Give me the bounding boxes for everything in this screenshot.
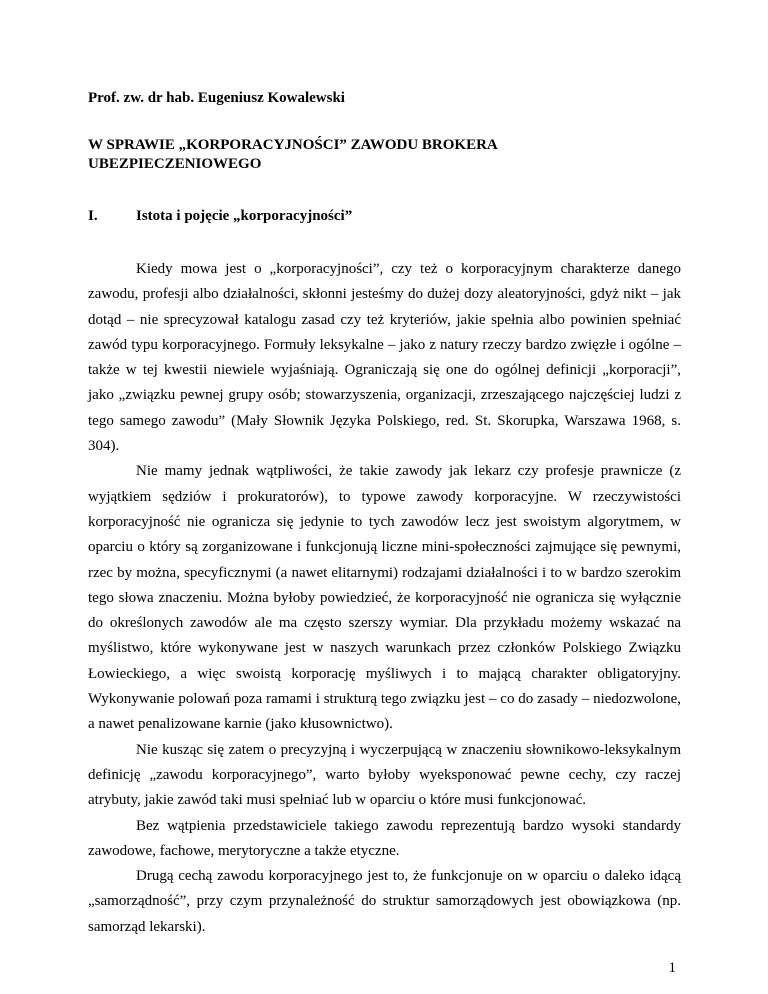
- title-line-1: W SPRAWIE „KORPORACYJNOŚCI” ZAWODU BROKERA: [88, 137, 498, 153]
- section-number: I.: [88, 208, 98, 224]
- title-line-2: UBEZPIECZENIOWEGO: [88, 156, 262, 172]
- body-text: [88, 257, 681, 940]
- paragraph: Nie kusząc się zatem o precyzyjną i wyczerpującą w znaczeniu słownikowo-leksykalnym definicję „zawodu korporacyjnego”, warto byłoby wyeksponować pewne cechy, czy raczej atrybuty, jakie zawód taki musi spełniać lub w oparciu o które musi funkcjonować.: [88, 741, 681, 809]
- section-heading: [88, 206, 688, 226]
- paragraph: Drugą cechą zawodu korporacyjnego jest to, że funkcjonuje on w oparciu o daleko idącą „samorządność”, przy czym przynależność do struktur samorządowych jest obowiązkowa (np. samorząd lekarski).: [88, 868, 681, 935]
- author-line: Prof. zw. dr hab. Eugeniusz Kowalewski: [88, 90, 345, 106]
- page-number: 1: [668, 960, 676, 976]
- paragraph: Nie mamy jednak wątpliwości, że takie zawody jak lekarz czy profesje prawnicze (z wyjątkiem sędziów i prokuratorów), to typowe zawody korporacyjne. W rzeczywistości korporacyjność nie ogranicza się jedynie to tych zawodów lecz jest swoistym algorytmem, w oparciu o który są zorganizowane i funkcjonują liczne mini-społeczności zajmujące się pewnymi, rzec by można, specyficznymi (a nawet elitarnymi) rodzajami działalności i to w bardzo szerokim tego słowa znaczeniu. Można byłoby powiedzieć, że korporacyjność nie ogranicza się wyłącznie do określonych zawodów ale ma często szerszy wymiar. Dla przykładu możemy wskazać na myślistwo, które wykonywane jest w naszych warunkach przez członków Polskiego Związku Łowieckiego, a więc swoistą korporację myśliwych i to mającą charakter obligatoryjny. Wykonywanie polowań poza ramami i strukturą tego związku jest – co do zasady – niedozwolone, a nawet penalizowane karnie (jako kłusownictwo).: [88, 463, 681, 733]
- paragraph: Bez wątpienia przedstawiciele takiego zawodu reprezentują bardzo wysoki standardy zawodowe, fachowe, merytoryczne a także etyczne.: [88, 817, 681, 859]
- paragraph: Kiedy mowa jest o „korporacyjności”, czy też o korporacyjnym charakterze danego zawodu, profesji albo działalności, skłonni jesteśmy do dużej dozy aleatoryjności, gdyż nikt – jak dotąd – nie sprecyzował katalogu zasad czy też kryteriów, jakie spełnia albo powinien spełniać zawód typu korporacyjnego. Formuły leksykalne – jako z natury rzeczy bardzo zwięzłe i ogólne – także w tej kwestii niewiele wyjaśniają. Ograniczają się one do ogólnej definicji „korporacji”, jako „związku pewnej grupy osób; stowarzyszenia, organizacji, zrzeszającego najczęściej ludzi z tego samego zawodu” (Mały Słownik Języka Polskiego, red. St. Skorupka, Warszawa 1968, s. 304).: [88, 261, 681, 455]
- section-title: Istota i pojęcie „korporacyjności”: [136, 208, 353, 224]
- document-title: [88, 136, 648, 174]
